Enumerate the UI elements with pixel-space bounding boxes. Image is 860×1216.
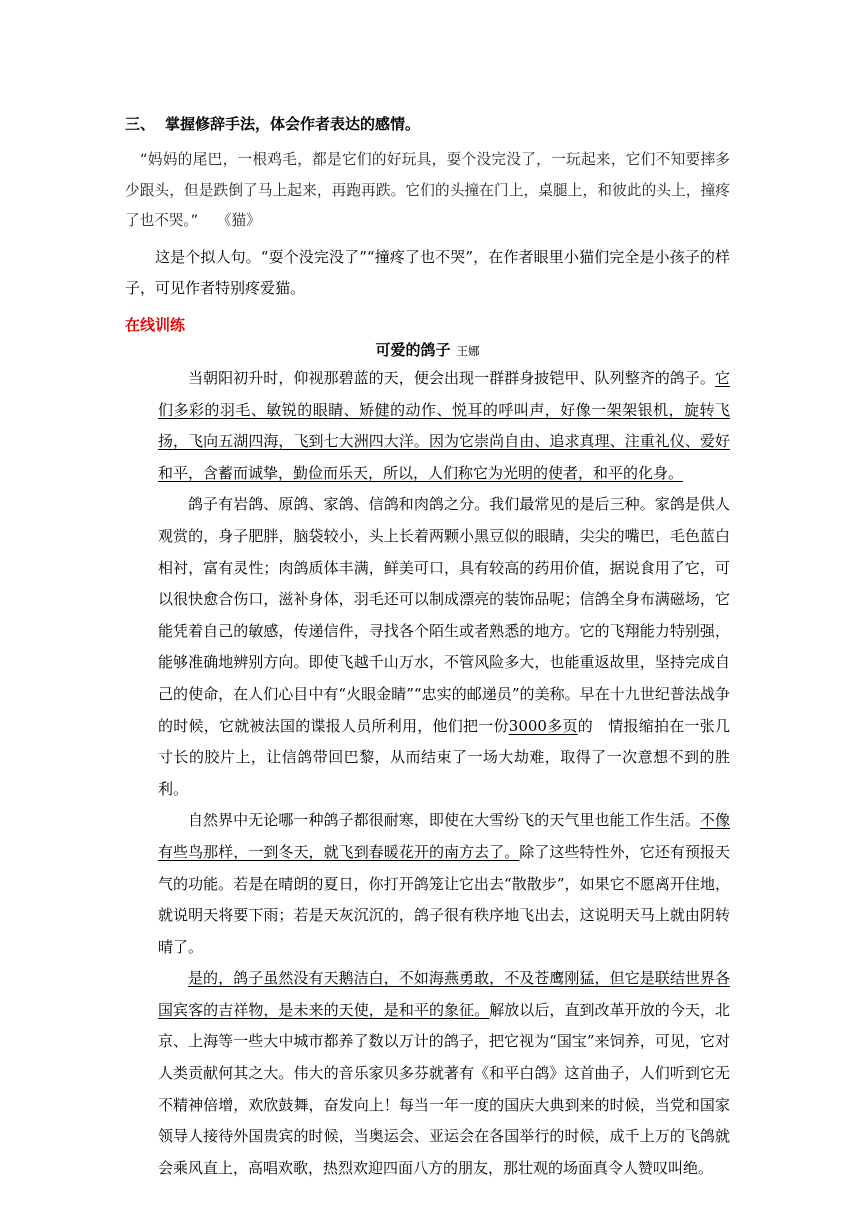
quote-source: 《猫》 — [224, 212, 261, 229]
article-title-line — [125, 339, 730, 360]
article-body — [158, 363, 730, 1184]
quote-block — [125, 145, 730, 237]
online-training-label: 在线训练 — [125, 316, 186, 334]
p2-underlined: 3000多页 — [508, 716, 578, 735]
p3-text: 自然界中无论哪一种鸽子都很耐寒，即使在大雪纷飞的天气里也能工作生活。 — [188, 811, 700, 830]
section-heading — [125, 113, 730, 134]
p2-text: 鸽子有岩鸽、原鸽、家鸽、信鸽和肉鸽之分。我们最常见的是后三种。家鸽是供人观赏的，身子肥胖，脑袋较小，头上长着两颗小黑豆似的眼睛，尖尖的嘴巴，毛色蓝白相衬，富有灵性；肉鸽质体丰满，鲜美可口，具有较高的药用价值，据说食用了它，可以很快愈合伤口，滋补身体，羽毛还可以制成漂亮的装饰品呢；信鸽全身布满磁场，它能凭着自己的敏感，传递信件，寻找各个陌生或者熟悉的地方。它的飞翔能力特别强，能够准确地辨别方向。即使飞越千山万水，不管风险多大，也能重返故里，坚持完成自己的使命，在人们心目中有“火眼金睛”“忠实的邮递员”的美称。早在十九世纪普法战争的时候，它就被法国的谍报人员所利用，他们把一份 — [158, 495, 730, 735]
p4-text: 解放以后，直到改革开放的今天，北京、上海等一些大中城市都养了数以万计的鸽子，把它视为“国宝”来饲养，可见，它对人类贡献何其之大。伟大的音乐家贝多芬就著有《和平白鸽》这首曲子，人们听到它无不精神倍增，欢欣鼓舞，奋发向上！每当一年一度的国庆大典到来的时候，当党和国家领导人接待外国贵宾的时候，当奥运会、亚运会在各国举行的时候，成千上万的飞鸽就会乘风直上，高唱欢歌，热烈欢迎四面八方的朋友，那壮观的场面真令人赞叹叫绝。 — [158, 1000, 730, 1177]
article-author: 王娜 — [456, 344, 480, 358]
p3-text-end: 除了这些特性外，它还有预报天气的功能。若是在晴朗的夏日，你打开鸽笼让它出去“散散步”，如果它不愿离开住地，就说明天将要下雨；若是天灰沉沉的，鸽子很有秩序地飞出去，这说明天马上就由阴转晴了。 — [158, 842, 730, 956]
section-number: 三、 — [125, 115, 156, 133]
p3-underlined: 不像有些鸟那样，一到冬天，就飞到春暖花开的南方去了。 — [158, 811, 730, 861]
article-title: 可爱的鸽子 — [375, 341, 451, 359]
article-paragraph-2 — [158, 489, 730, 805]
article-paragraph-3 — [158, 805, 730, 963]
quote-text: “妈妈的尾巴，一根鸡毛，都是它们的好玩具，耍个没完没了，一玩起来，它们不知要摔多少跟头，但是跌倒了马上起来，再跑再跌。它们的头撞在门上，桌腿上，和彼此的头上，撞疼了也不哭。” — [125, 151, 730, 229]
p4-underlined: 是的，鸽子虽然没有天鹅洁白，不如海燕勇敢，不及苍鹰刚猛，但它是联结世界各国宾客的吉祥物，是未来的天使，是和平的象征。 — [158, 969, 730, 1019]
section-title: 掌握修辞手法，体会作者表达的感情。 — [165, 115, 421, 133]
article-paragraph-1 — [158, 363, 730, 489]
explanation-paragraph: 这是个拟人句。“耍个没完没了”“撞疼了也不哭”，在作者眼里小猫们完全是小孩子的样子，可见作者特别疼爱猫。 — [125, 248, 730, 297]
p2-text-end: 的 情报缩拍在一张几寸长的胶片上，让信鸽带回巴黎，从而结束了一场大劫难，取得了一次意想不到的胜利。 — [158, 716, 730, 798]
p1-text: 当朝阳初升时，仰视那碧蓝的天，便会出现一群群身披铠甲、队列整齐的鸽子。 — [188, 369, 715, 387]
p1-underlined: 它们多彩的羽毛、敏锐的眼睛、矫健的动作、悦耳的呼叫声，好像一架架银机，旋转飞扬，飞向五湖四海，飞到七大洲四大洋。因为它崇尚自由、追求真理、注重礼仪、爱好和平，含蓄而诚挚，勤俭而乐天，所以，人们称它为光明的使者，和平的化身。 — [158, 369, 730, 482]
article-paragraph-4 — [158, 963, 730, 1184]
